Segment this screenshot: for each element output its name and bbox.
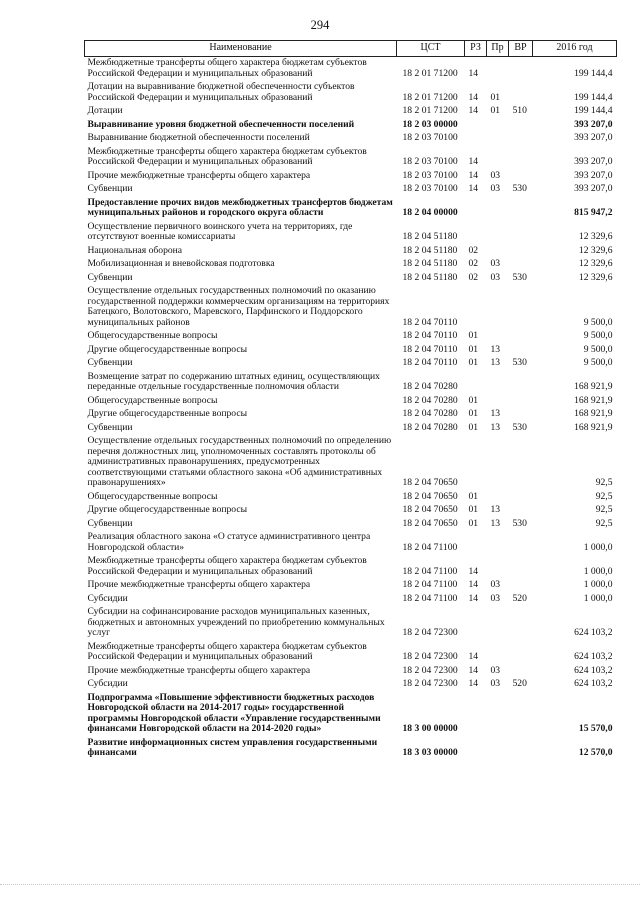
row-cst: 18 2 04 70650 (402, 504, 458, 515)
table-row (85, 146, 617, 170)
row-cst: 18 2 04 71100 (402, 579, 458, 590)
table-row (85, 371, 617, 395)
row-amount: 9 500,0 (583, 330, 613, 341)
row-rz (465, 692, 487, 737)
table-row (85, 422, 617, 436)
row-name: Осуществление первичного воинского учета на территориях, где отсутствуют военные комиссариаты (87, 220, 353, 242)
table-row (85, 606, 617, 641)
row-pr: 03 (490, 258, 501, 269)
row-rz: 14 (468, 169, 479, 181)
row-vr (509, 146, 533, 170)
row-cst: 18 2 04 70650 (402, 517, 458, 529)
row-cst: 18 2 04 51180 (402, 231, 458, 242)
row-pr (487, 57, 509, 82)
table-row (85, 408, 617, 422)
row-cst: 18 2 01 71200 (402, 105, 458, 116)
row-amount: 92,5 (595, 517, 613, 529)
row-rz (465, 132, 487, 146)
row-amount: 624 103,2 (574, 678, 613, 689)
row-rz: 01 (468, 421, 479, 433)
row-pr (487, 491, 509, 505)
row-rz: 01 (468, 330, 479, 341)
row-amount: 92,5 (595, 504, 613, 515)
row-amount: 12 570,0 (578, 747, 613, 758)
table-row (85, 491, 617, 505)
row-name: Осуществление отдельных государственных полномочий по определению перечня должностных лиц, уполномоченных составлять протоколы об административных правонарушениях, предусмотренных соответствующими статьями областного закона «Об административных правонарушениях» (87, 435, 392, 488)
row-cst: 18 2 03 70100 (402, 132, 458, 143)
row-pr (487, 119, 509, 133)
table-row (85, 737, 617, 761)
row-pr (487, 395, 509, 409)
row-cst: 18 2 03 70100 (402, 156, 458, 167)
row-name: Прочие межбюджетные трансферты общего характера (87, 169, 311, 181)
row-amount: 815 947,2 (574, 207, 613, 218)
row-amount: 199 144,4 (533, 57, 617, 82)
table-row (85, 245, 617, 259)
row-name: Прочие межбюджетные трансферты общего характера (87, 579, 311, 590)
row-cst: 18 2 04 51180 (402, 271, 458, 283)
row-cst: 18 2 04 00000 (402, 207, 458, 218)
row-name: Выравнивание уровня бюджетной обеспеченности поселений (87, 118, 355, 130)
table-row (85, 678, 617, 692)
row-cst: 18 2 04 70280 (402, 394, 458, 406)
row-vr (509, 285, 533, 330)
row-vr: 510 (512, 105, 527, 116)
table-row (85, 183, 617, 197)
row-name: Субсидии (87, 678, 128, 689)
row-rz: 14 (468, 678, 479, 689)
row-name: Межбюджетные трансферты общего характера бюджетам субъектов Российской Федерации и муниципальных образований (85, 57, 397, 82)
row-pr (487, 371, 509, 395)
table-row (85, 81, 617, 105)
row-name: Общегосударственные вопросы (87, 394, 218, 406)
row-vr (509, 491, 533, 505)
row-cst: 18 2 04 70110 (402, 330, 458, 341)
row-vr: 520 (512, 592, 527, 604)
row-name: Возмещение затрат по содержанию штатных единиц, осуществляющих переданные отдельные государственные полномочия области (87, 370, 380, 392)
row-rz: 14 (468, 91, 479, 103)
row-rz (465, 119, 487, 133)
row-pr: 01 (490, 91, 501, 103)
row-rz (465, 531, 487, 555)
row-amount: 1 000,0 (583, 541, 613, 553)
row-vr (509, 344, 533, 358)
row-pr: 01 (490, 105, 501, 116)
row-name: Субсидии (87, 592, 128, 604)
row-pr (487, 146, 509, 170)
row-vr (509, 579, 533, 593)
header-name: Наименование (85, 41, 397, 57)
row-name: Общегосударственные вопросы (87, 490, 218, 502)
row-name: Развитие информационных систем управления государственными финансами (87, 736, 378, 758)
row-pr: 03 (490, 664, 501, 676)
row-vr: 530 (512, 421, 527, 433)
row-cst: 18 2 03 00000 (402, 118, 458, 130)
table-row (85, 221, 617, 245)
row-amount: 393 207,0 (574, 156, 613, 167)
row-cst: 18 2 04 70110 (402, 316, 458, 328)
row-cst: 18 2 04 71100 (402, 592, 458, 604)
row-vr: 530 (512, 357, 527, 368)
row-pr: 03 (490, 271, 501, 283)
row-name: Другие общегосударственные вопросы (87, 408, 248, 419)
row-amount: 624 103,2 (574, 627, 613, 638)
row-vr (509, 692, 533, 737)
row-cst: 18 2 04 70650 (402, 477, 458, 488)
row-pr: 13 (490, 504, 501, 515)
table-body (85, 57, 617, 761)
row-rz (465, 737, 487, 761)
table-row (85, 531, 617, 555)
table-row (85, 395, 617, 409)
row-cst: 18 2 04 70650 (402, 490, 458, 502)
row-cst: 18 2 04 72300 (402, 651, 458, 662)
row-rz: 01 (468, 490, 479, 502)
row-vr (509, 555, 533, 579)
row-rz: 14 (468, 592, 479, 604)
row-vr (509, 408, 533, 422)
row-name: Мобилизационная и вневойсковая подготовка (87, 258, 275, 269)
row-rz: 01 (468, 343, 479, 355)
row-cst: 18 2 03 70100 (402, 169, 458, 181)
row-cst: 18 2 01 71200 (402, 91, 458, 103)
row-cst: 18 2 04 70280 (402, 381, 458, 392)
row-vr (509, 221, 533, 245)
row-vr (509, 330, 533, 344)
row-rz: 14 (465, 57, 487, 82)
table-row (85, 330, 617, 344)
row-name: Подпрограмма «Повышение эффективности бюджетных расходов Новгородской области на 2014-2017 годы» государственной программы Новгородской области «Управление государственными финансами Новгородской области на 2014-2020 годы» (87, 691, 381, 734)
row-vr (509, 81, 533, 105)
row-rz: 14 (468, 651, 479, 662)
row-amount: 12 329,6 (578, 231, 613, 242)
row-cst: 18 2 04 71100 (402, 541, 458, 553)
row-name: Субсидии на софинансирование расходов муниципальных казенных, бюджетных и автономных учреждений по приобретению коммунальных услуг (87, 606, 385, 638)
row-pr (487, 606, 509, 641)
table-row (85, 518, 617, 532)
row-pr: 13 (490, 517, 501, 529)
scan-edge-line (0, 884, 640, 887)
row-pr (487, 737, 509, 761)
row-amount: 92,5 (595, 477, 613, 488)
row-name: Субвенции (87, 421, 133, 433)
row-vr: 530 (512, 271, 527, 283)
row-rz (465, 371, 487, 395)
row-amount: 168 921,9 (574, 381, 613, 392)
table-row (85, 357, 617, 371)
row-name: Выравнивание бюджетной обеспеченности поселений (87, 132, 310, 143)
row-name: Национальная оборона (87, 244, 183, 256)
table-row (85, 258, 617, 272)
row-amount: 199 144,4 (574, 105, 613, 116)
row-vr (509, 606, 533, 641)
budget-table (84, 40, 617, 761)
row-pr: 13 (490, 421, 501, 433)
row-pr: 03 (490, 592, 501, 604)
table-row (85, 435, 617, 491)
row-name: Реализация областного закона «О статусе административного центра Новгородской области» (87, 531, 371, 553)
row-name: Субвенции (87, 357, 133, 368)
row-rz (465, 606, 487, 641)
row-name: Общегосударственные вопросы (87, 330, 218, 341)
row-vr (509, 665, 533, 679)
row-amount: 168 921,9 (574, 421, 613, 433)
row-amount: 1 000,0 (583, 592, 613, 604)
table-row (85, 344, 617, 358)
row-amount: 168 921,9 (574, 394, 613, 406)
row-name: Межбюджетные трансферты общего характера бюджетам субъектов Российской Федерации и муниципальных образований (87, 555, 367, 577)
row-amount: 9 500,0 (583, 357, 613, 368)
row-vr (509, 197, 533, 221)
row-amount: 393 207,0 (574, 132, 613, 143)
row-pr (487, 221, 509, 245)
row-amount: 92,5 (595, 490, 613, 502)
row-rz: 14 (468, 565, 479, 577)
row-rz: 01 (468, 408, 479, 419)
row-vr (509, 119, 533, 133)
row-cst: 18 2 04 70280 (402, 421, 458, 433)
row-amount: 624 103,2 (574, 651, 613, 662)
table-row (85, 170, 617, 184)
header-rz: РЗ (465, 41, 487, 57)
row-rz: 01 (468, 357, 479, 368)
row-rz (465, 435, 487, 491)
table-row (85, 119, 617, 133)
row-rz: 14 (468, 664, 479, 676)
table-row (85, 105, 617, 119)
row-amount: 15 570,0 (578, 723, 613, 734)
row-name: Субвенции (87, 183, 133, 194)
row-amount: 9 500,0 (583, 316, 613, 328)
row-vr (509, 737, 533, 761)
row-pr (487, 285, 509, 330)
row-cst: 18 2 04 70110 (402, 343, 458, 355)
row-cst: 18 2 01 71200 (397, 57, 465, 82)
row-pr (487, 245, 509, 259)
table-row (85, 272, 617, 286)
row-pr: 13 (490, 408, 501, 419)
table-row (85, 555, 617, 579)
row-amount: 393 207,0 (574, 169, 613, 181)
row-name: Субвенции (87, 517, 133, 529)
table-row (85, 665, 617, 679)
row-vr (509, 504, 533, 518)
row-vr (509, 395, 533, 409)
row-name: Субвенции (87, 271, 133, 283)
row-rz: 01 (468, 517, 479, 529)
row-cst: 18 2 04 70110 (402, 357, 458, 368)
row-cst: 18 3 00 00000 (402, 723, 458, 734)
row-amount: 393 207,0 (574, 183, 613, 194)
row-name: Межбюджетные трансферты общего характера бюджетам субъектов Российской Федерации и муниципальных образований (87, 145, 367, 167)
row-amount: 9 500,0 (583, 343, 613, 355)
table-row (85, 641, 617, 665)
row-vr (509, 258, 533, 272)
row-pr (487, 531, 509, 555)
header-pr: Пр (487, 41, 509, 57)
row-pr (487, 435, 509, 491)
row-pr: 13 (490, 343, 501, 355)
row-name: Предоставление прочих видов межбюджетных трансфертов бюджетам муниципальных районов и городского округа области (87, 196, 393, 218)
row-name: Другие общегосударственные вопросы (87, 504, 248, 515)
row-pr: 03 (490, 169, 501, 181)
row-rz (465, 197, 487, 221)
row-rz: 02 (468, 258, 479, 269)
row-cst: 18 2 04 72300 (402, 678, 458, 689)
row-amount: 1 000,0 (583, 579, 613, 590)
table-row (85, 197, 617, 221)
row-pr: 03 (490, 678, 501, 689)
row-pr (487, 330, 509, 344)
row-amount: 168 921,9 (574, 408, 613, 419)
row-cst: 18 2 04 72300 (402, 627, 458, 638)
row-name: Осуществление отдельных государственных полномочий по оказанию государственной поддержки коммерческим организациям на территориях Батецкого, Волотовского, Маревского, Парфинского и Поддорского муниципальных районов (87, 285, 390, 328)
row-pr (487, 692, 509, 737)
row-amount: 1 000,0 (583, 565, 613, 577)
row-amount: 12 329,6 (578, 244, 613, 256)
row-rz: 14 (468, 579, 479, 590)
row-amount: 12 329,6 (578, 258, 613, 269)
row-amount: 199 144,4 (574, 91, 613, 103)
row-name: Дотации на выравнивание бюджетной обеспеченности субъектов Российской Федерации и муниципальных образований (87, 81, 355, 103)
row-rz: 01 (468, 394, 479, 406)
row-name: Межбюджетные трансферты общего характера бюджетам субъектов Российской Федерации и муниципальных образований (87, 640, 367, 662)
row-cst: 18 2 04 70280 (402, 408, 458, 419)
row-rz: 01 (468, 504, 479, 515)
row-rz: 02 (468, 244, 479, 256)
row-vr (509, 371, 533, 395)
row-rz (465, 221, 487, 245)
row-cst: 18 2 03 70100 (402, 183, 458, 194)
row-cst: 18 3 03 00000 (402, 747, 458, 758)
table-row (85, 579, 617, 593)
row-vr (509, 132, 533, 146)
row-amount: 12 329,6 (578, 271, 613, 283)
row-pr: 13 (490, 357, 501, 368)
row-vr (509, 531, 533, 555)
page-number: 294 (310, 18, 330, 32)
row-pr: 03 (490, 579, 501, 590)
header-year: 2016 год (533, 41, 617, 57)
row-vr: 520 (512, 678, 527, 689)
row-pr (487, 555, 509, 579)
row-rz: 14 (468, 156, 479, 167)
row-rz: 02 (468, 271, 479, 283)
table-row (85, 593, 617, 607)
table-row (85, 285, 617, 330)
row-name: Прочие межбюджетные трансферты общего характера (87, 664, 311, 676)
row-vr (509, 641, 533, 665)
row-vr (509, 435, 533, 491)
row-pr (487, 197, 509, 221)
table-row (85, 504, 617, 518)
row-vr: 530 (512, 183, 527, 194)
row-cst: 18 2 04 51180 (402, 244, 458, 256)
row-pr: 03 (490, 183, 501, 194)
header-cst: ЦСТ (397, 41, 465, 57)
table-row (85, 57, 617, 82)
row-cst: 18 2 04 51180 (402, 258, 458, 269)
row-rz: 14 (468, 105, 479, 116)
table-row (85, 692, 617, 737)
row-vr: 530 (512, 517, 527, 529)
header-vr: ВР (509, 41, 533, 57)
row-vr (509, 245, 533, 259)
table-header (85, 41, 617, 57)
row-vr (509, 57, 533, 82)
row-cst: 18 2 04 72300 (402, 664, 458, 676)
row-pr (487, 132, 509, 146)
row-cst: 18 2 04 71100 (402, 565, 458, 577)
row-pr (487, 641, 509, 665)
table-row (85, 132, 617, 146)
row-rz: 14 (468, 183, 479, 194)
row-name: Дотации (87, 105, 123, 116)
row-amount: 624 103,2 (574, 664, 613, 676)
row-vr (509, 170, 533, 184)
row-amount: 393 207,0 (574, 118, 613, 130)
row-rz (465, 285, 487, 330)
row-name: Другие общегосударственные вопросы (87, 343, 248, 355)
